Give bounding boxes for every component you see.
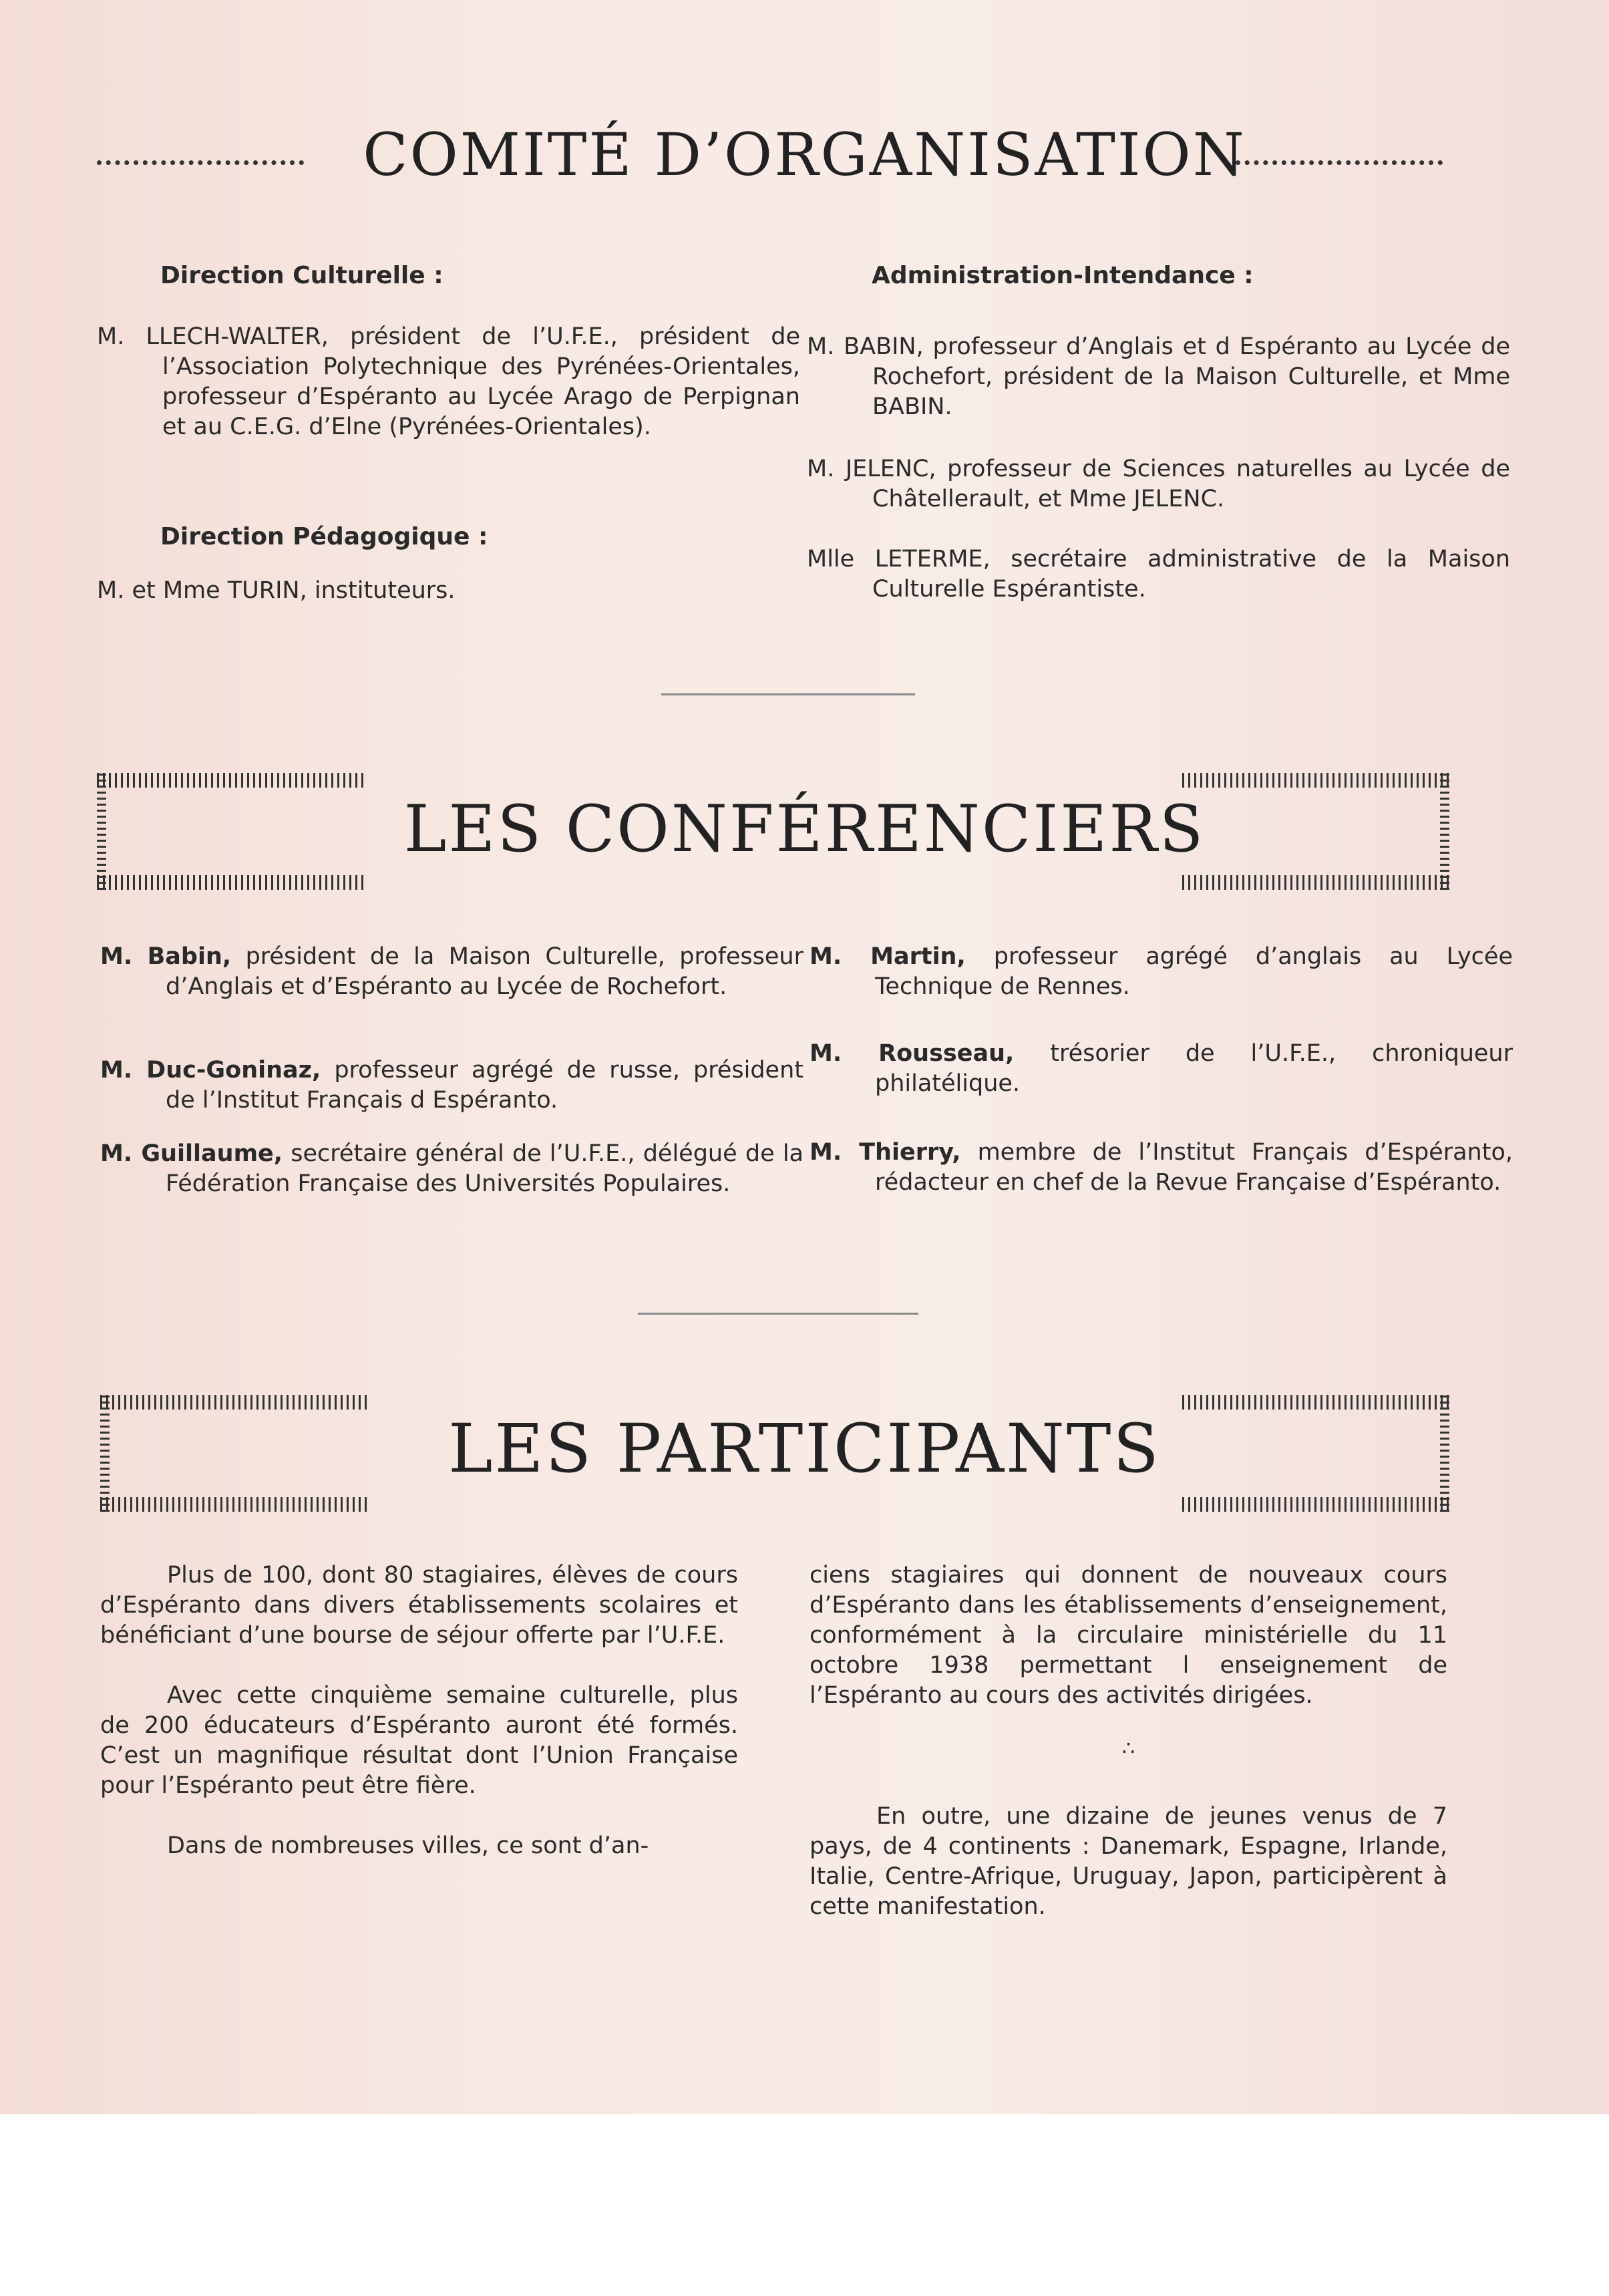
- conferencier-item: [100, 942, 803, 1002]
- participants-para-4-wrap: [810, 1802, 1447, 1922]
- admin-item-2: M. JELENC, professeur de Sciences naturelles au Lycée de Châtellerault, et Mme JELENC.: [807, 456, 1510, 512]
- participants-para-1: Plus de 100, dont 80 stagiaires, élèves de cours d’Espéranto dans divers établissements scolaires et bénéficiant d’une bourse de séjour offerte par l’U.F.E.: [100, 1562, 738, 1649]
- section-divider-2: [638, 1313, 918, 1315]
- participants-title: LES PARTICIPANTS: [448, 1410, 1161, 1488]
- participants-para-3-cont: ciens stagiaires qui donnent de nouveaux cours d’Espéranto dans les établissements d’enseignement, conformément à la circulaire ministérielle du 11 octobre 1938 permettant l enseignement de l’Espéranto au cours des activités dirigées.: [810, 1562, 1447, 1709]
- conferencier-name: M. Thierry,: [810, 1139, 961, 1166]
- participants-col-left: [100, 1561, 738, 1861]
- participants-para-2: Avec cette cinquième semaine culturelle, plus de 200 éducateurs d’Espéranto auront été formés. C’est un magnifique résultat dont l’Union Française pour l’Espéranto peut être fière.: [100, 1682, 738, 1799]
- conferencier-desc: professeur agrégé de russe, président de l’Institut Français d Espéranto.: [166, 1057, 803, 1114]
- conferencier-name: M. Guillaume,: [100, 1140, 283, 1167]
- conferencier-item: [810, 942, 1513, 1002]
- conferenciers-title: LES CONFÉRENCIERS: [403, 792, 1206, 866]
- conferencier-name: M. Rousseau,: [810, 1040, 1015, 1067]
- culturelle-label: Direction Culturelle :: [160, 262, 443, 289]
- conferencier-name: M. Babin,: [100, 943, 232, 970]
- conferencier-desc: membre de l’Institut Français d’Espéranto, rédacteur en chef de la Revue Française d’Espéranto.: [875, 1139, 1513, 1196]
- conferencier-item: [100, 1139, 803, 1199]
- conferencier-name: M. Martin,: [810, 943, 966, 970]
- conferencier-item: [100, 1055, 803, 1116]
- participants-para-4: En outre, une dizaine de jeunes venus de 7 pays, de 4 continents : Danemark, Espagne, Irlande, Italie, Centre-Afrique, Uruguay, Japon, participèrent à cette manifestation.: [810, 1803, 1447, 1920]
- conferencier-item: [810, 1039, 1513, 1099]
- conferencier-desc: trésorier de l’U.F.E., chroniqueur philatélique.: [875, 1040, 1513, 1097]
- pedagogique-label: Direction Pédagogique :: [160, 523, 488, 550]
- pedagogique-text: M. et Mme TURIN, instituteurs.: [97, 577, 456, 604]
- participants-para-3: Dans de nombreuses villes, ce sont d’an-: [167, 1832, 649, 1859]
- conferencier-name: M. Duc-Goninaz,: [100, 1057, 321, 1084]
- conferencier-desc: secrétaire général de l’U.F.E., délégué de la Fédération Française des Universités Populaires.: [166, 1140, 803, 1197]
- comite-title: COMITÉ D’ORGANISATION: [363, 120, 1246, 189]
- conferencier-item: [810, 1138, 1513, 1198]
- admin-item-3: Mlle LETERME, secrétaire administrative de la Maison Culturelle Espérantiste.: [807, 546, 1510, 603]
- conferencier-desc: président de la Maison Culturelle, professeur d’Anglais et d’Espéranto au Lycée de Rochefort.: [166, 943, 803, 1000]
- admin-label: Administration-Intendance :: [872, 262, 1254, 289]
- separator-ornament: ∴: [1122, 1737, 1135, 1760]
- admin-item-1: M. BABIN, professeur d’Anglais et d Espéranto au Lycée de Rochefort, président de la Maison Culturelle, et Mme BABIN.: [807, 333, 1510, 420]
- participants-col-right: [810, 1561, 1447, 1711]
- section-divider-1: [661, 693, 915, 695]
- conferencier-desc: professeur agrégé d’anglais au Lycée Technique de Rennes.: [875, 943, 1513, 1000]
- culturelle-text: M. LLECH-WALTER, président de l’U.F.E., président de l’Association Polytechnique des Pyrénées-Orientales, professeur d’Espéranto au Lycée Arago de Perpignan et au C.E.G. d’Elne (Pyrénées-Orientales).: [97, 323, 800, 440]
